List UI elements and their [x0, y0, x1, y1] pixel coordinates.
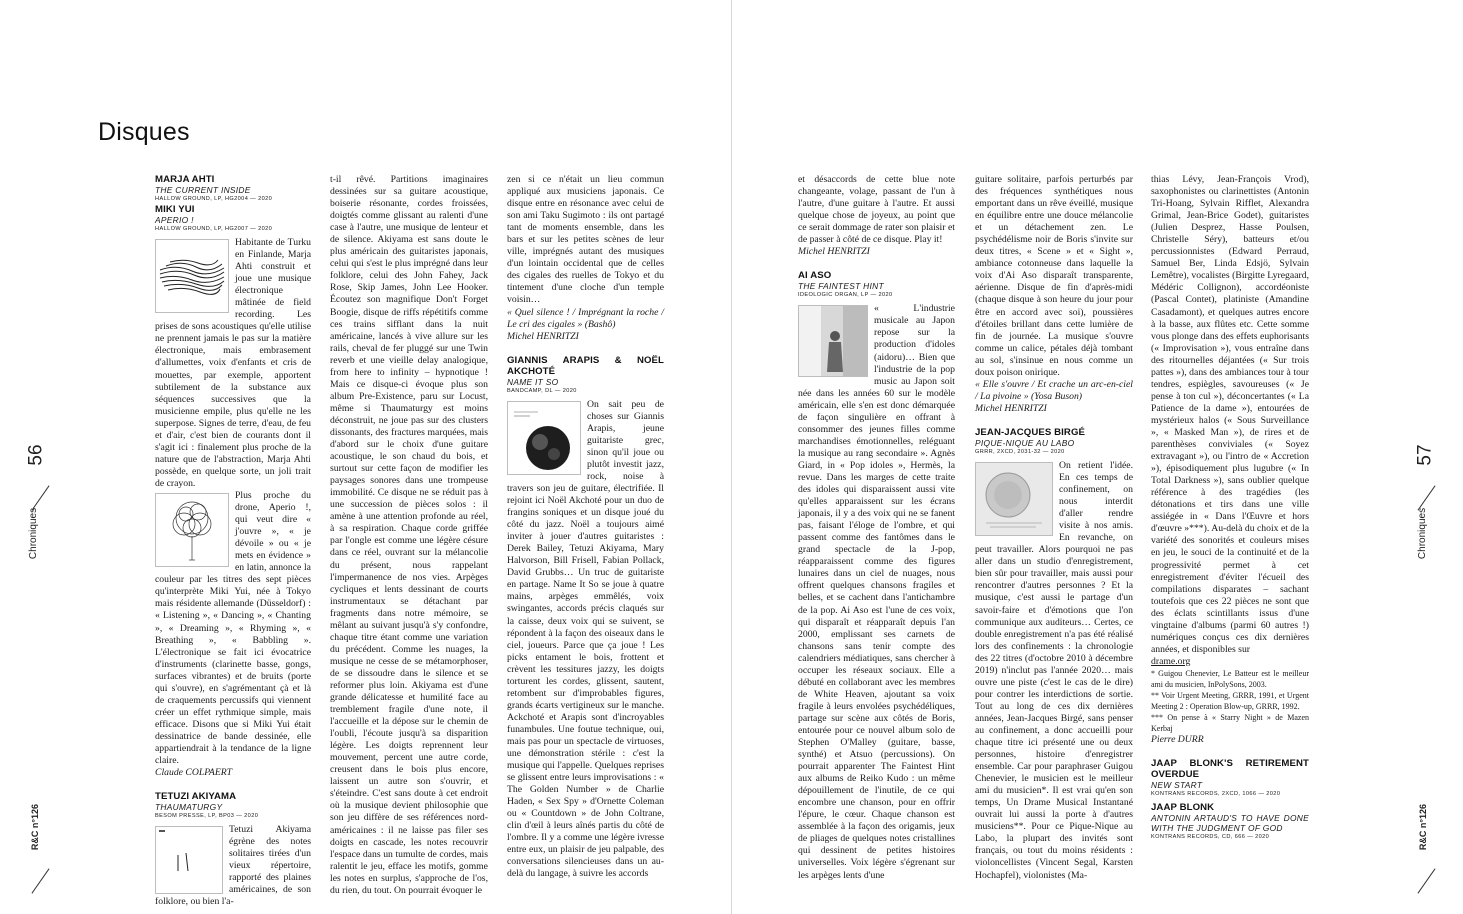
- review-label: BESOM PRESSE, LP, BP03 — 2020: [155, 813, 259, 820]
- review-signature: Michel HENRITZI: [975, 402, 1047, 414]
- review-artist: MARJA AHTI: [155, 174, 215, 185]
- review-artist: JAAP BLONK: [1151, 801, 1215, 813]
- review-artist: AI ASO: [798, 270, 832, 282]
- issue-number: R&C n°126: [30, 803, 41, 851]
- review-text: guitare solitaire, parfois perturbés par des fréquences synthétiques nous emportant dans un rêve éveillé, musique en équilibre entre une douce mélancolie et un détachement zen. Le psychédélisme noir de Boris s'invite sur deux titres, « Scene » et « Sight », ambiance cotonneuse dans laquelle la voix d'Ai Aso disparaît transparente, aérienne. Disque de fin d'après-midi (chaque disque à son heure du jour pour être en accord avec soi), poussières d'étoiles brillant dans cette lumière de fin de journée. La musique s'ouvre comme un calice, pétales déjà tombant au sol, s'insinue en nous comme un doux poison onirique.: [975, 174, 1133, 378]
- album-cover-pique-nique: [975, 462, 1053, 536]
- column-4: [798, 174, 955, 882]
- review-artist: JAAP BLONK'S RETIREMENT OVERDUE: [1151, 757, 1309, 780]
- review-text: Plus proche du drone, Aperio !, qui veut dire « j'ouvre », « je dévoile » ou « je mets en évidence » en latin, annonce la couleur par les titres des sept pièces qu'interprète Miki Yui, née à Tokyo mais résidente allemande (Düsseldorf) : « Listening », « Dancing », « Chanting », « Dreaming », « Rhyming », « Breathing », « Babbling ». L'électronique se fait ici évocatrice d'instruments (clarinette basse, gongs, surfaces vibrantes) et de bruits (porte qui s'ouvre), en s'agrémentant çà et là de craquements percussifs qui viennent créer un effet rythmique simple, mais efficace. Disons que si Miki Yui était dessinatrice de bande dessinée, elle appartiendrait à la tendance de la ligne claire.: [155, 489, 311, 767]
- left-page: [0, 0, 731, 914]
- review-label: IDEOLOGIC ORGAN, LP — 2020: [798, 292, 893, 299]
- review-text: zen si ce n'était un lieu commun appliqué aux musiciens japonais. Ce disque entre en résonance avec celui de son ami Taku Sugimoto : ils ont partagé tant de moments ensemble, dans les bars et sur les petites scènes de leur ville, imprégnés autant des musiques d'un lointain occidental que de celles des cigales des ruelles de Tokyo et du tintement d'une cloche d'un temple voisin…: [507, 174, 664, 306]
- review-label: BANDCAMP, DL — 2020: [507, 387, 577, 394]
- folio-slash: [1417, 485, 1435, 510]
- review-signature: Michel HENRITZI: [507, 330, 579, 342]
- album-cover-faintest-hint: [798, 305, 868, 377]
- column-3: [507, 174, 664, 881]
- review-text: thias Lévy, Jean-François Vrod), saxophonistes ou clarinettistes (Antonin Tri-Hoang, Sylvain Rifflet, Alexandra Grimal, Jean-Brice Godet), guitaristes (Julien Desprez, Hasse Poulsen, Christelle Séry), batteurs et/ou percussionnistes (Edward Perraud, Samuel Ber, Linda Edsjö, Sylvain Lemêtre), vocalistes (Birgitte Lyregaard, Médéric Collignon), accordéoniste (Pascal Contet), platiniste (Amandine Casadamont), et quelques autres encore à la basse, aux flûtes etc. Cette somme vous plonge dans des effets euphorisants (« Improvisation »), vous entraîne dans des ritournelles déjantées (« Sur trois pattes »), dans des ambiances tour à tour tendres, espiègles, savoureuses (« Je pense à ton cul »), déconcertantes (« La Patience de la dame »), entourées de mystérieux halos (« Sous Surveillance », « Masked Man »), de rires et de parenthèses conviviales (« Soyez extravagant »), ou l'intro de « Accretion »), épisodiquement plus lugubre (« In Total Darkness »), sans oublier quelque référence à des tragédies (les détonations et tirs dans une ville assiégée in « Dans l'Œuvre et hors d'œuvre »***). Au-delà du choix et de la variété des sonorités et couleurs mises en jeu, le souci de la continuité et de la progressivité permet à cet enregistrement d'éviter l'écueil des compilations disparates – sachant toutefois que ces 22 pièces ne sont que des éclats scintillants issus d'une vingtaine d'albums (parmi 60 autres !) numériques conçus ces dix dernières années, et disponibles sur: [1151, 174, 1309, 655]
- review-album: ANTONIN ARTAUD'S TO HAVE DONE WITH THE JUDGMENT OF GOD: [1151, 812, 1309, 833]
- album-cover-name-it-so: [507, 401, 581, 475]
- review-label: HALLOW GROUND, LP, HG2004 — 2020: [155, 196, 273, 202]
- folio-slash: [31, 485, 49, 510]
- review-text: On sait peu de choses sur Giannis Arapis, jeune guitariste grec, sinon qu'il joue ou plutôt investit jazz, rock, noise à travers son jeu de guitare, électrifiée. Il rejoint ici Noël Akchoté pour un duo de frangins soniques et un disque joué du côté du jazz. Noël a toujours aimé inviter à jouer d'autres guitaristes : Derek Bailey, Tetuzi Akiyama, Mary Halvorson, Bill Frisell, Fabian Pollack, David Grubbs… Un truc de guitariste en partage. Name It So se joue à quatre mains, arpèges emmêlés, voix swingantes, accords précis claqués sur la caisse, deux voix qui se suivent, se répondent à la façon des oiseaux dans le ciel, joueurs. Parce que ça joue ! Les picks entament le bois, frottent et crèvent les tessitures jazzy, les doigts torturent les cordes, glissent, sautent, retombent sur d'improbables figures, grands écarts vertigineux sur le manche. Ackchoté et Arapis sont d'incroyables funambules. Une foutue technique, oui, mais pas pour un spectacle de virtuoses, une démonstration stérile : c'est la musique qui l'appelle. Quelques reprises se glissent entre leurs improvisations : « The Golden Number » de Charlie Haden, « Sex Spy » d'Ornette Coleman ou « Countdown » de John Coltrane, clin d'œil à leurs aînés partis du côté de l'ombre. Il y a comme une légère ivresse entre eux, un plaisir de jeu palpable, des conversations silencieuses dans un au-delà du langage, à suivre les accords: [507, 398, 664, 880]
- review-artist: GIANNIS ARAPIS & NOËL AKCHOTÉ: [507, 354, 664, 377]
- review-label: KONTRANS RECORDS, 2XCD, 1066 — 2020: [1151, 790, 1281, 797]
- footnote: ** Voir Urgent Meeting, GRRR, 1991, et Urgent Meeting 2 : Operation Blow-up, GRRR, 1992.: [1151, 690, 1309, 711]
- drame-link[interactable]: drame.org: [1151, 655, 1191, 667]
- album-cover-thaumaturgy: [155, 826, 223, 894]
- review-album: THE FAINTEST HINT: [798, 281, 884, 292]
- review-text: On retient l'idée. En ces temps de confinement, on nous interdit d'aller rendre visite à nos amis. En revanche, on peut travailler. Alors pourquoi ne pas aller dans un studio d'enregistrement, bien sûr pour travailler, mais aussi pour rencontrer d'autres personnes ? Et la musique, c'est aussi le partage d'un savoir-faire et d'émotions que l'on communique aux auditeurs… Certes, ce double enregistrement n'a pas été réalisé lors des confinements : la chronologie des 22 titres (d'octobre 2010 à décembre 2019) n'inclut pas l'année 2020… mais ouvre une piste (c'est le cas de le dire) pour contrer les interdictions de sortie. Tout au long de ces dix dernières années, Jean-Jacques Birgé, sans penser au confinement, a donc accueilli pour chaque titre ici présenté une ou deux personnes, histoire d'enregistrer ensemble. Car pour paraphraser Guigou Chenevier, le musicien est le meilleur ami du musicien*. Il est vrai qu'en son temps, Un Drame Musical Instantané ouvrait lui aussi la porte à d'autres musiciens**. Pour ce Pique-Nique au Labo, la plupart des invités sont français, ou tout du moins résidents : violoncellistes (Vincent Segal, Karsten Hochapfel), violonistes (Ma-: [975, 459, 1133, 881]
- review-signature: Pierre DURR: [1151, 733, 1204, 745]
- column-2: [330, 174, 488, 897]
- review-text: Tetuzi Akiyama égrène des notes solitaires tirées d'un vieux répertoire, rapporté des plaines américaines, de son folklore, ou bien l'a-: [155, 824, 311, 908]
- issue-slash: [31, 868, 49, 893]
- review-artist: MIKI YUI: [155, 204, 195, 215]
- review-album: NAME IT SO: [507, 376, 559, 387]
- column-5: [975, 174, 1133, 882]
- footnote: * Guigou Chenevier, Le Batteur est le meilleur ami du musicien, InPolySons, 2003.: [1151, 668, 1309, 689]
- page-number: 57: [1414, 444, 1436, 466]
- column-6: [1151, 174, 1309, 845]
- review-signature: Claude COLPAERT: [155, 767, 233, 779]
- review-text: t-il rêvé. Partitions imaginaires dessinées sur sa guitare acoustique, boiserie résonante, cordes froissées, doigtés comme glissant au ralenti d'une case à l'autre, une musique de lenteur et de silence. Akiyama est sans doute le plus américain des guitaristes japonais, celui qui s'est le plus imprégné dans leur folklore, celui des John Fahey, Jack Rose, Skip James, John Lee Hooker. Écoutez son magnifique Don't Forget Boogie, disque de riffs répétitifs comme ces trains sifflant dans la nuit américaine, lancés à vive allure sur les rails, cheval de fer pluggé sur une Twin reverb et une vieille delay analogique, from here to infinity – hypnotique ! Mais ce disque-ci évoque plus son album Pre-Existence, paru sur Locust, même si Thaumaturgy est moins déconstruit, ne joue pas sur des clusters dissonants, des fractures marquées, mais d'abord sur le choix d'une guitare acoustique, le son chaud du bois, et surtout sur cette façon de modifier les paysages sonores dans une trompeuse immobilité. Ce disque ne se réduit pas à une succession de pièces solos : il amène à une attention profonde au réel, à sa respiration. Chaque corde griffée par l'ongle est comme une légère césure dans ce réel, ouvrant sur la mélancolie du présent, nous rappelant l'impermanence de nos vies. Arpèges cycliques et lents dessinant de courts instrumentaux se détachant par fragments dans notre mémoire, se mêlant au suivant jusqu'à s'y confondre, chaque titre étant comme une variation du précédent. Comme les nuages, la musique ne cesse de se métamorphoser, de se dissoudre dans le silence et se reformer plus loin. Akiyama est d'une grande délicatesse et humilité face au tremblement fragile d'une note, il l'accueille et la dépose sur le chemin de l'oubli, l'écoute jusqu'à sa disparition légère. Les doigts reprennent leur mouvement, percent une autre corde, creusent dans le bois plus encore, laissent un autre son s'ouvrir, et s'éteindre. C'est sans doute à cet endroit où la musique devient philosophie que son jeu diffère de ses références nord-américaines : il ne laisse pas filer ses doigts en cascade, les notes recouvrir l'espace dans un tumulte de cordes, mais ralentit le jeu, efface les motifs, gomme les notes en surplus, s'approche de l'os, du rien, du tout. On pourrait évoquer le: [330, 174, 488, 896]
- rubric-label: Chroniques: [28, 507, 40, 560]
- review-album: NEW START: [1151, 779, 1203, 790]
- review-text: « L'industrie musicale au Japon repose sur la production d'idoles (aidoru)… Bien que l'industrie de la pop music au Japon soit née dans les années 60 sur le modèle américain, elle s'en est donc démarquée de façon singulière en offrant à consommer des jeunes filles comme marchandises émotionnelles, reléguant la musique au rang secondaire ». Agnès Giard, in « Pop idoles », Hermès, la revue. Dans les marges de cette traite des idoles qui disparaissent aussi vite qu'elles apparaissent sur les écrans japonais, il y a des voix qui ne se fanent pas, faisant l'éloge de l'ombre, et qui passent comme des fantômes dans le grand spectacle de la J-pop, réapparaissent comme des figures lunaires dans un ciel de nuages, nous offrent quelques chansons fragiles et belles, et se cachent dans l'antichambre de la pop. Ai Aso est l'une de ces voix, qui disparaît et réapparaît depuis l'an 2000, emplissant ses carnets de chansons sans tenir compte des calendriers médiatiques, sans chercher à occuper les réseaux sociaux. Elle a débuté en collaborant avec les membres de White Heaven, ajoutant sa voix fragile à leurs envolées psychédéliques, partage sur scène aux côtés de Boris, entourée pour ce nouvel album solo de Stephen O'Malley (guitare, basse, synthé) et Atsuo (percussions). On pourrait apparenter The Faintest Hint aux albums de Reiko Kudo : un même dépouillement de l'inutile, de ce qui encombre une chanson, pour en offrir l'épure, le cœur. Chaque chanson est assemblée à la façon des origamis, jeux de pliages de quelques notes cristallines qui dessinent de petites histoires universelles. Voix légère s'égrenant sur les arpèges lents d'une: [798, 303, 955, 881]
- review-artist: JEAN-JACQUES BIRGÉ: [975, 426, 1086, 438]
- review-quote: « Quel silence ! / Imprégnant la roche / Le cri des cigales » (Bashô): [507, 306, 664, 330]
- issue-number: R&C n°126: [1418, 803, 1429, 851]
- review-album: THAUMATURGY: [155, 802, 223, 813]
- issue-slash: [1417, 868, 1435, 893]
- column-1: [155, 174, 311, 908]
- review-artist: TETUZI AKIYAMA: [155, 791, 237, 803]
- section-title: Disques: [98, 118, 190, 146]
- album-cover-current-inside: [155, 239, 229, 313]
- review-label: GRRR, 2XCD, 2031-32 — 2020: [975, 448, 1065, 455]
- review-text: et désaccords de cette blue note changeante, volage, passant de l'un à l'autre, d'une guitare à l'autre. Et aussi quelque chose de joyeux, au point que ce serait dommage de rater son plaisir et de passer à côté de ce disque. Play it!: [798, 174, 955, 246]
- album-cover-aperio: [155, 493, 229, 567]
- review-text: Habitante de Turku en Finlande, Marja Ahti construit et joue une musique électronique mâtinée de field recording. Les prises de sons acoustiques qu'elle utilise ne prennent jamais le pas sur la matière électronique, mais embrasement d'allumettes, voix d'enfants et cris de mouettes, par exemple, apportent subtilement de la substance aux séquences successives que la musicienne empile, plus qu'elle ne les superpose. Signes de terre, d'eau, de feu et d'air, c'est bien de courants dont il s'agit ici : finalement plus proche de la nature que de l'abstraction, Marja Ahti possède, en quelque sorte, un joli trait de crayon.: [155, 237, 311, 489]
- review-album: APERIO !: [155, 215, 194, 225]
- review-label: KONTRANS RECORDS, CD, 666 — 2020: [1151, 833, 1270, 840]
- review-label: HALLOW GROUND, LP, HG2007 — 2020: [155, 226, 273, 232]
- review-album: PIQUE-NIQUE AU LABO: [975, 437, 1075, 448]
- review-quote: « Elle s'ouvre / Et crache un arc-en-ciel / La pivoine » (Yosa Buson): [975, 378, 1133, 402]
- footnote: *** On pense à « Starry Night » de Mazen Kerbaj: [1151, 712, 1309, 733]
- page-number: 56: [25, 444, 47, 466]
- rubric-label: Chroniques: [1417, 507, 1429, 560]
- right-page: [732, 0, 1463, 914]
- review-album: THE CURRENT INSIDE: [155, 185, 251, 195]
- review-signature: Michel HENRITZI: [798, 246, 870, 258]
